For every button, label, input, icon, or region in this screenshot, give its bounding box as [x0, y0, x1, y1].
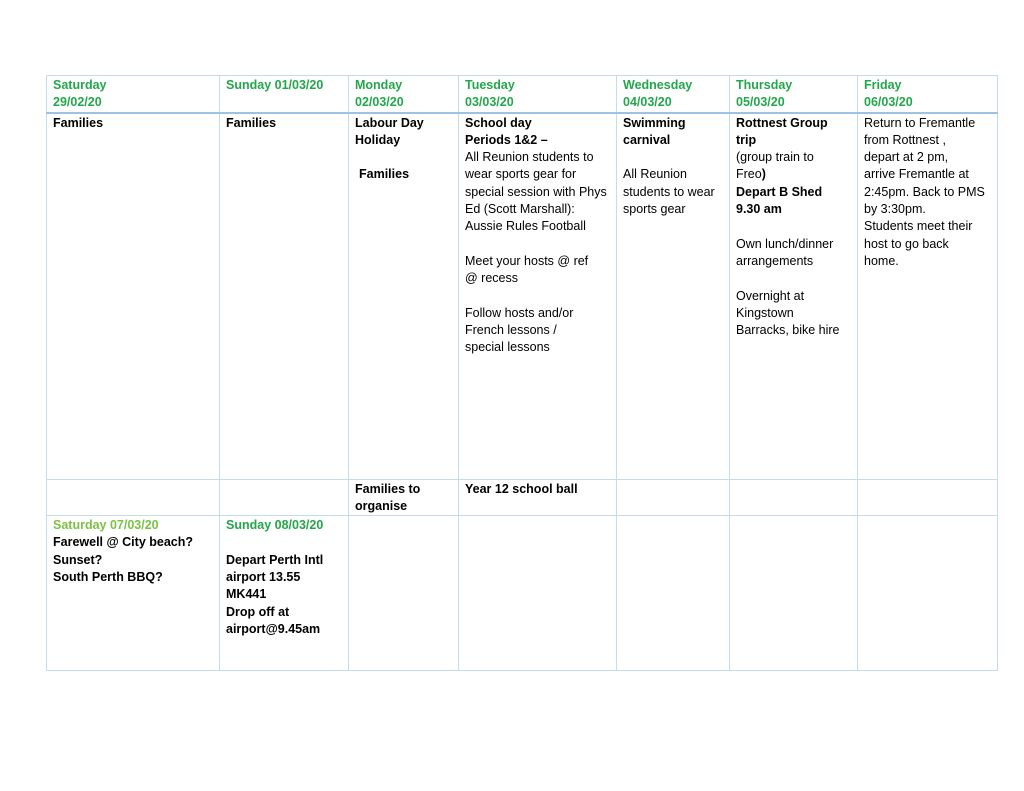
- evening-row: [47, 479, 998, 516]
- evening-saturday: [47, 479, 220, 516]
- cell-friday: Return to Fremantle from Rottnest , depart at 2 pm, arrive Fremantle at 2:45pm. Back to PMS by 3:30pm. Students meet their host to go back home.: [858, 113, 998, 480]
- header-row: [47, 76, 998, 113]
- header-thursday: Thursday 05/03/20: [730, 76, 858, 113]
- week1-row: [47, 113, 998, 480]
- evening-sunday: [220, 479, 349, 516]
- cell-monday: Labour Day Holiday Families: [349, 113, 459, 480]
- schedule-table: [46, 75, 998, 671]
- cell-sunday: Families: [220, 113, 349, 480]
- cell-sunday-week2: Sunday 08/03/20 Depart Perth Intl airport 13.55 MK441 Drop off at airport@9.45am: [220, 516, 349, 671]
- evening-wednesday: [617, 479, 730, 516]
- header-wednesday: Wednesday 04/03/20: [617, 76, 730, 113]
- header-saturday: Saturday 29/02/20: [47, 76, 220, 113]
- cell-thursday-week2: [730, 516, 858, 671]
- header-monday: Monday 02/03/20: [349, 76, 459, 113]
- cell-friday-week2: [858, 516, 998, 671]
- cell-tuesday: School day Periods 1&2 – All Reunion students to wear sports gear for special session with Phys Ed (Scott Marshall): Aussie Rules Football Meet your hosts @ ref @ recess Follow hosts and/or French lessons / special lessons: [459, 113, 617, 480]
- cell-wednesday: Swimming carnival All Reunion students to wear sports gear: [617, 113, 730, 480]
- cell-thursday: Rottnest Group trip (group train to Freo) Depart B Shed 9.30 am Own lunch/dinner arrangements Overnight at Kingstown Barracks, bike hire: [730, 113, 858, 480]
- evening-friday: [858, 479, 998, 516]
- cell-tuesday-week2: [459, 516, 617, 671]
- header-sunday: Sunday 01/03/20: [220, 76, 349, 113]
- evening-tuesday: Year 12 school ball: [459, 479, 617, 516]
- cell-saturday-week2: Saturday 07/03/20 Farewell @ City beach? Sunset? South Perth BBQ?: [47, 516, 220, 671]
- evening-monday: Families to organise: [349, 479, 459, 516]
- evening-thursday: [730, 479, 858, 516]
- week2-row: [47, 516, 998, 671]
- header-tuesday: Tuesday 03/03/20: [459, 76, 617, 113]
- cell-monday-week2: [349, 516, 459, 671]
- cell-saturday: Families: [47, 113, 220, 480]
- header-friday: Friday 06/03/20: [858, 76, 998, 113]
- cell-wednesday-week2: [617, 516, 730, 671]
